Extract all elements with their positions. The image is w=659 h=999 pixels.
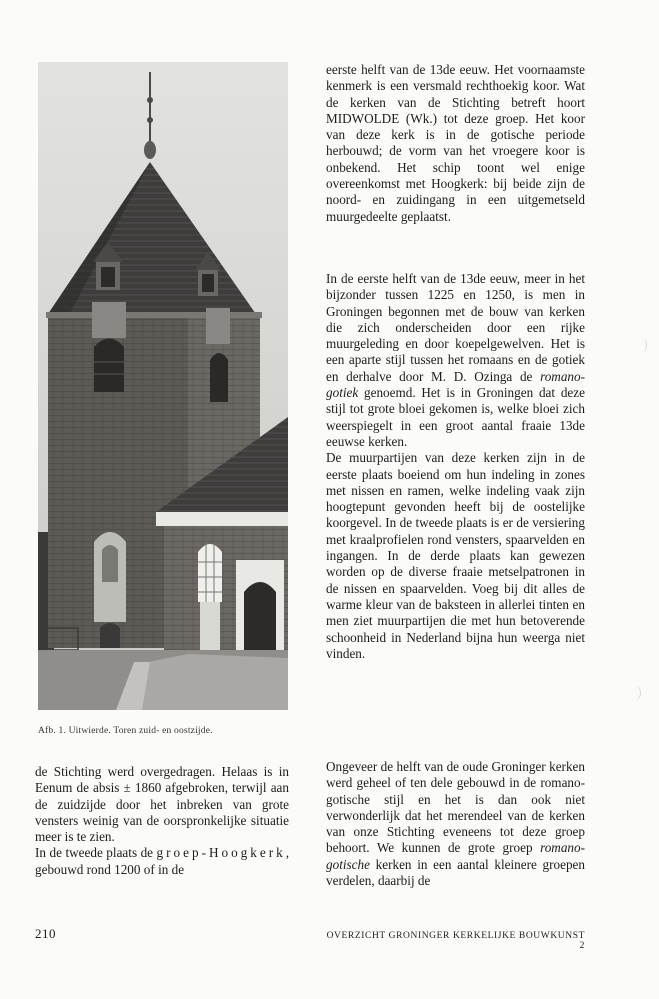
place-name: MIDWOLDE	[326, 110, 400, 126]
paragraph	[326, 62, 585, 225]
paragraph	[326, 759, 585, 889]
spaced-term: groep-Hoogkerk	[156, 845, 286, 861]
running-title: OVERZICHT GRONINGER KERKELIJKE BOUWKUNST 2	[326, 931, 585, 951]
text-run: (Wk.) tot deze groep. Het koor van deze kerk is in de gotische periode herbouwd; de vorm van het vroegere koor is onbekend. Het schip toont wel enige overeenkomst met Hoogkerk: bij beide zijn de noord- en zuidingang in een uitgemetseld muurgedeelte geplaatst.	[326, 110, 585, 224]
italic-term: romano-gotische	[326, 840, 585, 872]
text-run: Ongeveer de helft van de oude Groninger kerken werd geheel of ten dele gebouwd in de romano-gotische stijl en het is dan ook niet verwonderlijk dat het merendeel van de kerken van onze Stichting eveneens tot deze groep behoort. We kunnen de grote groep	[326, 759, 585, 856]
figure-caption: Afb. 1. Uitwierde. Toren zuid- en oostzijde.	[38, 726, 213, 736]
right-text-block-2	[326, 271, 585, 662]
scan-mark	[636, 338, 647, 352]
paragraph	[35, 845, 289, 878]
tower-illustration	[38, 62, 288, 710]
italic-term: romano-gotiek	[326, 368, 585, 401]
paragraph: De muurpartijen van deze kerken zijn in de eerste plaats boeiend om hun indeling in zones met nissen en ramen, welke indeling vaak zijn hoogtepunt gevonden heeft bij de oostelijke koorgevel. In de tweede plaats is er de versiering met kraalprofielen rond vensters, spaarvelden en ingangen. In de derde plaats kan gewezen worden op de diverse fraaie metselpatronen in de nissen en spaarvelden. Voeg bij dit alles de warme kleur van de baksteen in allerlei tinten en men ziet muurpartijen die met hun betoverende schoonheid in Nederland bijna hun weerga niet vinden.	[326, 450, 585, 661]
left-text-column	[35, 764, 289, 878]
paragraph	[326, 271, 585, 450]
text-run: eerste helft van de 13de eeuw. Het voornaamste kenmerk is een versmald rechthoekig koor. Wat de kerken van de Stichting betreft hoort	[326, 62, 585, 110]
right-text-block-3	[326, 759, 585, 889]
page-number: 210	[35, 926, 56, 941]
text-run: kerken in een aantal kleinere groepen verdelen, daarbij de	[326, 856, 585, 889]
right-text-block-1	[326, 62, 585, 225]
text-run: genoemd. Het is in Groningen dat deze stijl tot grote bloei gekomen is, welke bloei zich weerspiegelt in een groot aantal fraaie 13de eeuwse kerken.	[326, 385, 585, 449]
scan-mark	[630, 686, 641, 700]
text-run: In de eerste helft van de 13de eeuw, meer in het bijzonder tussen 1225 en 1250, is men in Groningen begonnen met de bouw van kerken die zich onderscheiden door een rijke muurgeleding en door koepelgewelven. Het is een aparte stijl tussen het romaans en de gotiek en derhalve door M. D. Ozinga de	[326, 271, 585, 384]
church-tower-photo	[38, 62, 288, 710]
text-run: In de tweede plaats de	[35, 845, 157, 861]
paragraph: de Stichting werd overgedragen. Helaas is in Eenum de absis ± 1860 afgebroken, terwijl aan de zuidzijde door het inbreken van grote vensters weinig van de oorspronkelijke situatie meer is te zien.	[35, 764, 289, 845]
text-run: , gebouwd rond 1200 of in de	[35, 845, 289, 877]
